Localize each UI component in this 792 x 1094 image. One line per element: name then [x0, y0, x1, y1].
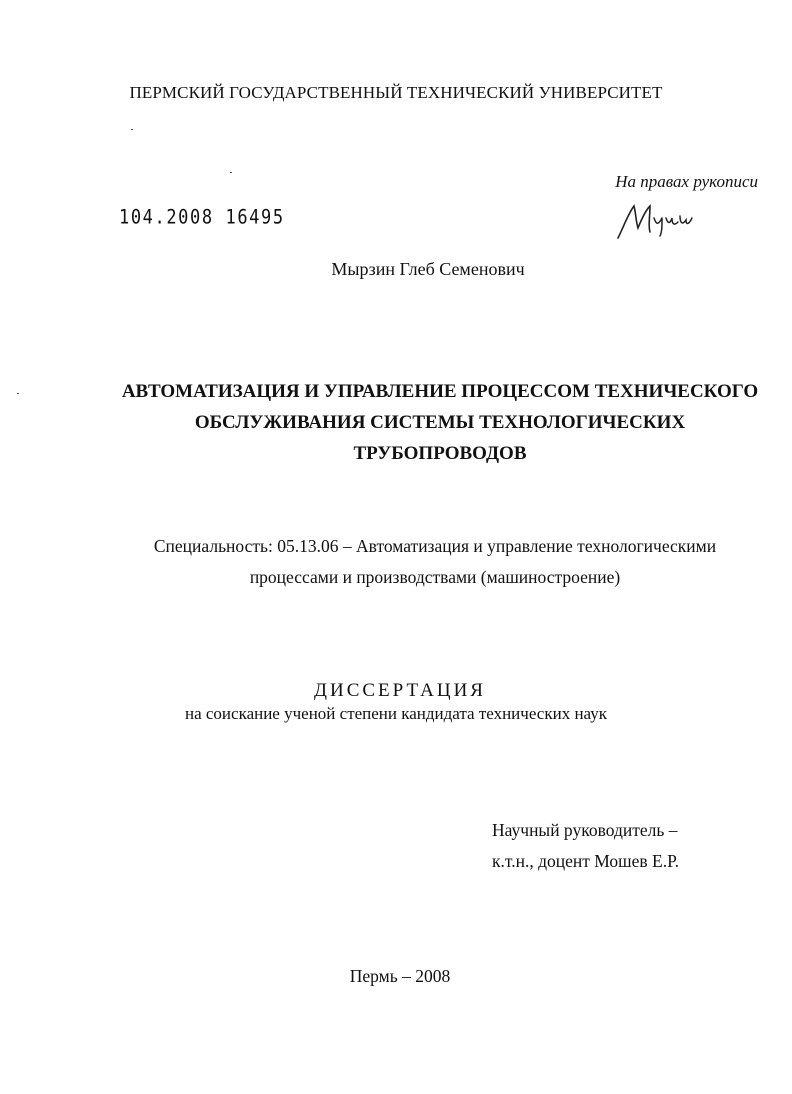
- manuscript-rights-note: На правах рукописи: [615, 172, 758, 191]
- degree-subheading: на соискание ученой степени кандидата технических наук: [184, 704, 607, 723]
- specialty: [90, 531, 780, 593]
- specialty-line: Специальность: 05.13.06 – Автоматизация и управление технологическими: [153, 536, 717, 556]
- city-and-year: Пермь – 2008: [349, 966, 451, 986]
- university-name: ПЕРМСКИЙ ГОСУДАРСТВЕННЫЙ ТЕХНИЧЕСКИЙ УНИВЕРСИТЕТ: [129, 83, 663, 102]
- author-signature: [612, 196, 702, 244]
- supervisor-label: Научный руководитель –: [492, 820, 678, 840]
- scientific-supervisor: [492, 815, 679, 877]
- supervisor-name: к.т.н., доцент Мошев Е.Р.: [492, 851, 679, 871]
- title-line: ОБСЛУЖИВАНИЯ СИСТЕМЫ ТЕХНОЛОГИЧЕСКИХ: [194, 412, 686, 433]
- dissertation-title: [100, 376, 780, 469]
- scan-speck: [17, 393, 19, 394]
- title-line: АВТОМАТИЗАЦИЯ И УПРАВЛЕНИЕ ПРОЦЕССОМ ТЕХНИЧЕСКОГО: [121, 381, 759, 402]
- registration-number: 104.2008 16495: [119, 206, 285, 229]
- specialty-line: процессами и производствами (машиностроение): [249, 567, 621, 587]
- scan-speck: [230, 172, 232, 173]
- scan-speck: [131, 129, 133, 130]
- title-line: ТРУБОПРОВОДОВ: [353, 443, 527, 464]
- author-name: Мырзин Глеб Семенович: [331, 259, 525, 279]
- dissertation-heading: ДИССЕРТАЦИЯ: [314, 680, 486, 701]
